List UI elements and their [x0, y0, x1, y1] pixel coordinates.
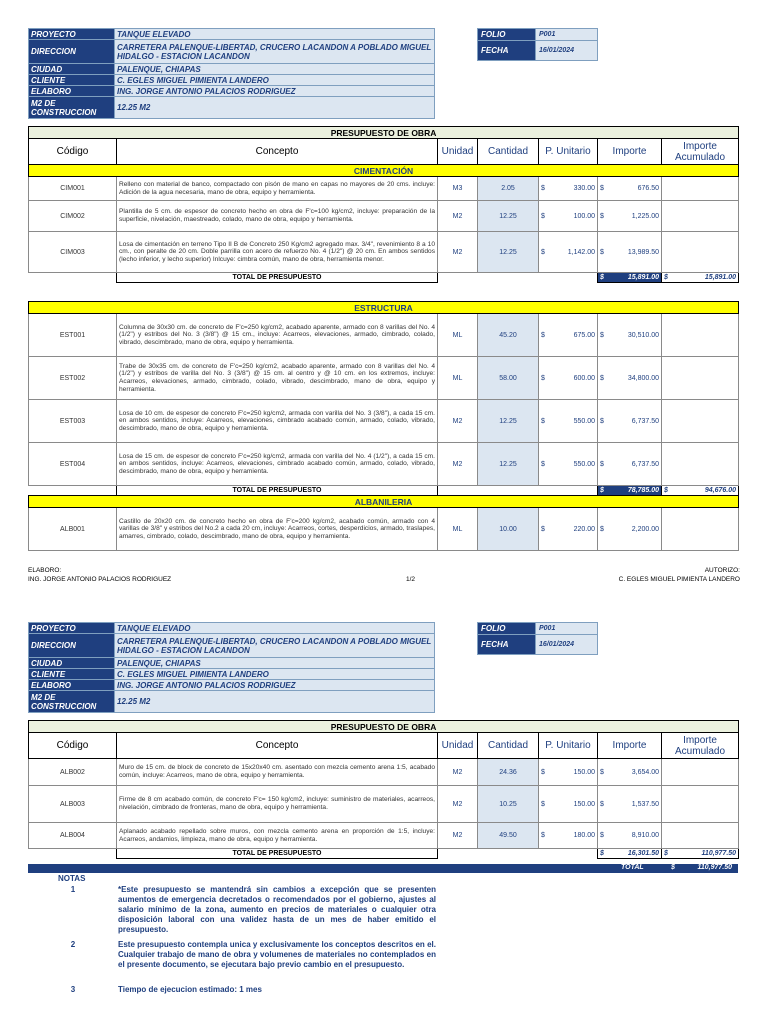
header-value: ING. JORGE ANTONIO PALACIOS RODRIGUEZ [115, 680, 435, 691]
item-accumulated [662, 314, 739, 357]
col-importe: Importe [598, 733, 662, 759]
section-albanileria: ALBANILERIA [29, 496, 739, 508]
item-amount: $ 1,537.50 [598, 786, 662, 823]
elaboro-label: ELABORO: [28, 567, 62, 574]
item-code: EST004 [29, 443, 117, 486]
item-unit-price: $ 1,142.00 [539, 232, 598, 273]
header-value: ING. JORGE ANTONIO PALACIOS RODRIGUEZ [115, 86, 435, 97]
page-number: 1/2 [406, 576, 416, 583]
item-unit-price: $ 600.00 [539, 357, 598, 400]
note-text: Tiempo de ejecucion estimado: 1 mes [118, 985, 262, 994]
fecha-label: FECHA [478, 41, 536, 61]
folio-value: P001 [536, 29, 598, 41]
col-cantidad: Cantidad [478, 733, 539, 759]
item-unit: M2 [438, 443, 478, 486]
item-code: EST002 [29, 357, 117, 400]
item-unit: M2 [438, 400, 478, 443]
header-label: M2 DE CONSTRUCCION [29, 691, 115, 713]
item-unit: M2 [438, 232, 478, 273]
elaboro-name: ING. JORGE ANTONIO PALACIOS RODRIGUEZ [28, 576, 172, 583]
item-accumulated [662, 823, 739, 849]
item-amount: $ 2,200.00 [598, 508, 662, 551]
header-value: TANQUE ELEVADO [115, 29, 435, 40]
col-importe-acumulado: Importe Acumulado [662, 139, 739, 165]
item-quantity: 12.25 [478, 232, 539, 273]
budget-row [29, 232, 739, 273]
col-concepto: Concepto [117, 733, 438, 759]
item-quantity: 58.00 [478, 357, 539, 400]
item-unit-price: $ 675.00 [539, 314, 598, 357]
item-description: Firme de 8 cm acabado común, de concreto F'c= 150 kg/cm2, incluye: suministro de materiales, acarreos, nivelación, cimbrado de fronteras, mano de obra, equipo y herramienta. [117, 786, 438, 823]
note-text: Este presupuesto contempla unica y exclusivamente los conceptos descritos en el. Cualquier trabajo de mano de obra y volumenes de materiales no contemplados en el presente documento, se ejecutara bajo previo cambio en el presupuesto. [118, 940, 436, 969]
grand-total-value: 110,977.50 [697, 864, 732, 871]
item-description: Columna de 30x30 cm. de concreto de F'c=250 kg/cm2, acabado aparente, armado con 8 varillas del No. 4 (1/2") y estribos del No. 3 (3/8") @ 15 cm., incluye: Acarreos, elevaciones, armado, cimbrado, colado, vibrado, descimbrado, mano de obra, equipo y herramienta. [117, 314, 438, 357]
header-label: CLIENTE [29, 75, 115, 86]
total-label: TOTAL DE PRESUPUESTO [117, 849, 438, 859]
item-unit-price: $ 220.00 [539, 508, 598, 551]
folio-box [477, 622, 598, 655]
fecha-label: FECHA [478, 635, 536, 655]
budget-row [29, 357, 739, 400]
note-number: 3 [70, 985, 76, 994]
item-quantity: 12.25 [478, 400, 539, 443]
item-description: Trabe de 30x35 cm. de concreto de F'c=250 kg/cm2, acabado aparente, armado con 8 varillas del No. 4 (1/2") y estribos de varilla del No. 3 (3/8") @ 15 cm. al centro y @ 10 cm. en los extremos, incluye: Acarreos, elevaciones, armado, cimbrado, colado, vibrado, descimbrado, mano de obra, equipo y herramienta. [117, 357, 438, 400]
grand-total-bar [28, 864, 738, 873]
header-label: M2 DE CONSTRUCCION [29, 97, 115, 119]
item-description: Aplanado acabado repellado sobre muros, con mezcla cemento arena en proporción de 1:5, incluye: Acarreos, andamios, limpieza, mano de obra, equipo y herramienta. [117, 823, 438, 849]
section-total: $ 15,891.00 [598, 273, 662, 283]
item-amount: $ 13,989.50 [598, 232, 662, 273]
grand-total-label: TOTAL [621, 864, 644, 871]
header-label: ELABORO [29, 86, 115, 97]
item-code: ALB002 [29, 759, 117, 786]
item-unit-price: $ 150.00 [539, 786, 598, 823]
item-quantity: 45.20 [478, 314, 539, 357]
budget-table [28, 301, 739, 551]
item-quantity: 2.05 [478, 177, 539, 201]
header-value: C. EGLES MIGUEL PIMIENTA LANDERO [115, 75, 435, 86]
section-total: $ 78,785.00 [598, 486, 662, 496]
header-value: CARRETERA PALENQUE-LIBERTAD, CRUCERO LACANDON A POBLADO MIGUEL HIDALGO - ESTACION LACANDON [115, 40, 435, 64]
item-description: Losa de cimentación en terreno Tipo II B de Concreto 250 Kg/cm2 agregado max. 3/4", revenimiento 8 a 10 cm., con peralte de 20 cm. Doble parrilla con acero de refuerzo No. 4 (1/2") @ 20 cm. En ambos sentidos (lecho inferior, y lecho superior) Inlcuye: cimbra común, mano de obra, herramienta menor. [117, 232, 438, 273]
col-codigo: Código [29, 139, 117, 165]
budget-row [29, 508, 739, 551]
folio-box [477, 28, 598, 61]
header-label: PROYECTO [29, 623, 115, 634]
item-unit-price: $ 550.00 [539, 443, 598, 486]
item-code: CIM001 [29, 177, 117, 201]
col-concepto: Concepto [117, 139, 438, 165]
section-cimentacion: CIMENTACIÓN [29, 165, 739, 177]
header-value: C. EGLES MIGUEL PIMIENTA LANDERO [115, 669, 435, 680]
fecha-value: 16/01/2024 [536, 635, 598, 655]
budget-row [29, 314, 739, 357]
header-value: CARRETERA PALENQUE-LIBERTAD, CRUCERO LACANDON A POBLADO MIGUEL HIDALGO - ESTACION LACANDON [115, 634, 435, 658]
item-accumulated [662, 443, 739, 486]
col-importe-acumulado: Importe Acumulado [662, 733, 739, 759]
item-quantity: 12.25 [478, 443, 539, 486]
item-amount: $ 30,510.00 [598, 314, 662, 357]
header-value: 12.25 M2 [115, 691, 435, 713]
item-code: CIM003 [29, 232, 117, 273]
item-unit-price: $ 180.00 [539, 823, 598, 849]
col-cantidad: Cantidad [478, 139, 539, 165]
item-unit: M2 [438, 786, 478, 823]
section-estructura: ESTRUCTURA [29, 302, 739, 314]
section-total: $ 16,301.50 [598, 849, 662, 859]
item-description: Muro de 15 cm. de block de concreto de 15x20x40 cm. asentado con mezcla cemento arena 1:5, acabado común, incluye: Acarreos, mano de obra, equipo y herramienta. [117, 759, 438, 786]
header-value: PALENQUE, CHIAPAS [115, 64, 435, 75]
folio-value: P001 [536, 623, 598, 635]
item-accumulated [662, 508, 739, 551]
col-punitario: P. Unitario [539, 733, 598, 759]
total-label: TOTAL DE PRESUPUESTO [117, 273, 438, 283]
item-amount: $ 3,654.00 [598, 759, 662, 786]
project-header [28, 28, 435, 119]
budget-table [28, 126, 739, 283]
item-code: EST001 [29, 314, 117, 357]
item-description: Losa de 10 cm. de espesor de concreto F'c=250 kg/cm2, armada con varilla del No. 3 (3/8"), a cada 15 cm. en ambos sentidos, incluye: Acarreos, elevaciones, cimbrado acabado común, armado, colado, vibrado, descimbrado, mano de obra, equipo y herramienta. [117, 400, 438, 443]
grand-total-currency: $ [671, 864, 675, 871]
note-number: 2 [70, 940, 76, 949]
header-label: PROYECTO [29, 29, 115, 40]
item-quantity: 24.36 [478, 759, 539, 786]
budget-title: PRESUPUESTO DE OBRA [29, 127, 739, 139]
item-unit-price: $ 150.00 [539, 759, 598, 786]
item-description: Losa de 15 cm. de espesor de concreto F'c=250 kg/cm2, armada con varilla del No. 4 (1/2"), a cada 15 cm. en ambos sentidos, incluye: Acarreos, elevaciones, cimbrado acabado común, armado, colado, vibrado, descimbrado, mano de obra, equipo y herramienta. [117, 443, 438, 486]
item-code: ALB001 [29, 508, 117, 551]
item-accumulated [662, 759, 739, 786]
col-punitario: P. Unitario [539, 139, 598, 165]
folio-label: FOLIO [478, 29, 536, 41]
section-accumulated: $ 94,676.00 [662, 486, 739, 496]
section-accumulated: $ 15,891.00 [662, 273, 739, 283]
budget-row [29, 823, 739, 849]
budget-row [29, 786, 739, 823]
item-amount: $ 676.50 [598, 177, 662, 201]
project-header [28, 622, 435, 713]
autorizo-label: AUTORIZO: [704, 567, 740, 574]
item-code: CIM002 [29, 201, 117, 232]
header-value: TANQUE ELEVADO [115, 623, 435, 634]
item-quantity: 10.25 [478, 786, 539, 823]
col-unidad: Unidad [438, 139, 478, 165]
item-description: Castillo de 20x20 cm. de concreto hecho en obra de F'c=200 kg/cm2, acabado común, armado con 4 varillas de 3/8" y estribos del No.2 a cada 20 cm, incluye: Acarreos, cortes, desperdicios, armado, traslapes, amarres, cimbrado, colado, descimbrado, mano de obra, equipo y herramienta. [117, 508, 438, 551]
item-accumulated [662, 786, 739, 823]
item-code: ALB004 [29, 823, 117, 849]
item-amount: $ 6,737.50 [598, 400, 662, 443]
item-accumulated [662, 400, 739, 443]
item-amount: $ 6,737.50 [598, 443, 662, 486]
item-unit-price: $ 330.00 [539, 177, 598, 201]
budget-row [29, 443, 739, 486]
col-unidad: Unidad [438, 733, 478, 759]
header-label: CIUDAD [29, 64, 115, 75]
notes-title: NOTAS [58, 874, 86, 883]
item-unit: M2 [438, 759, 478, 786]
item-unit: ML [438, 314, 478, 357]
item-accumulated [662, 357, 739, 400]
item-amount: $ 1,225.00 [598, 201, 662, 232]
item-accumulated [662, 177, 739, 201]
item-unit: ML [438, 508, 478, 551]
budget-row [29, 201, 739, 232]
header-label: DIRECCION [29, 40, 115, 64]
folio-label: FOLIO [478, 623, 536, 635]
budget-title: PRESUPUESTO DE OBRA [29, 721, 739, 733]
item-unit-price: $ 100.00 [539, 201, 598, 232]
budget-row [29, 177, 739, 201]
header-label: CLIENTE [29, 669, 115, 680]
budget-row [29, 759, 739, 786]
header-value: PALENQUE, CHIAPAS [115, 658, 435, 669]
item-code: EST003 [29, 400, 117, 443]
fecha-value: 16/01/2024 [536, 41, 598, 61]
note-text: *Este presupuesto se mantendrá sin cambios a excepción que se presenten aumentos de emergencia decretados o recomendados por el gobierno, ajustes al salario mínimo de la zona, aumento en precios de materiales o cualquier otra disposición laboral con una validez hasta de un mes de haber emitido el presupuesto. [118, 885, 436, 934]
item-description: Plantilla de 5 cm. de espesor de concreto hecho en obra de F'c=100 kg/cm2, incluye: preparación de la superficie, nivelación, maestreado, colado, mano de obra, equipo y herramienta. [117, 201, 438, 232]
notes [28, 874, 443, 998]
item-unit-price: $ 550.00 [539, 400, 598, 443]
total-label: TOTAL DE PRESUPUESTO [117, 486, 438, 496]
col-importe: Importe [598, 139, 662, 165]
header-label: ELABORO [29, 680, 115, 691]
item-amount: $ 8,910.00 [598, 823, 662, 849]
item-unit: M2 [438, 201, 478, 232]
item-accumulated [662, 232, 739, 273]
budget-table [28, 720, 739, 859]
item-amount: $ 34,800.00 [598, 357, 662, 400]
section-accumulated: $ 110,977.50 [662, 849, 739, 859]
item-description: Relleno con material de banco, compactado con pisón de mano en capas no mayores de 20 cms. incluye: Adición de la agua necesaria, mano de obra, equipo y herramienta. [117, 177, 438, 201]
item-quantity: 12.25 [478, 201, 539, 232]
item-unit: M2 [438, 823, 478, 849]
item-code: ALB003 [29, 786, 117, 823]
note-number: 1 [70, 885, 76, 894]
header-value: 12.25 M2 [115, 97, 435, 119]
item-unit: ML [438, 357, 478, 400]
budget-row [29, 400, 739, 443]
header-label: DIRECCION [29, 634, 115, 658]
autorizo-name: C. EGLES MIGUEL PIMIENTA LANDERO [618, 576, 740, 583]
col-codigo: Código [29, 733, 117, 759]
item-quantity: 49.50 [478, 823, 539, 849]
item-unit: M3 [438, 177, 478, 201]
item-quantity: 10.00 [478, 508, 539, 551]
item-accumulated [662, 201, 739, 232]
header-label: CIUDAD [29, 658, 115, 669]
